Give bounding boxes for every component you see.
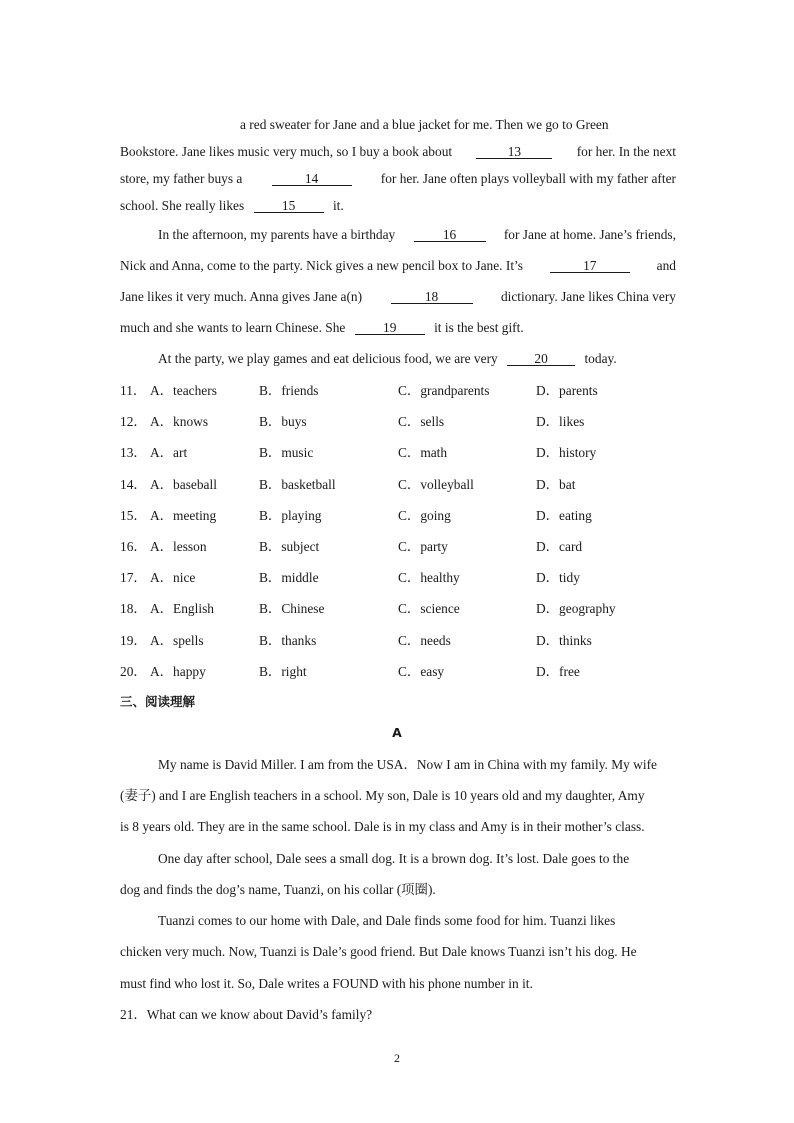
passage-text: and — [656, 258, 676, 273]
reading-line — [158, 914, 676, 927]
reading-text: is 8 years old. They are in the same school. Dale is in my class and Amy is in their mother’s class. — [120, 819, 645, 834]
blank-18[interactable]: 18 — [391, 290, 473, 304]
passage-text: store, my father buys a — [120, 171, 243, 186]
passage-line — [120, 321, 524, 335]
option-a[interactable]: A．meeting — [150, 507, 217, 523]
option-c[interactable]: C．going — [398, 507, 451, 523]
option-a[interactable]: A．knows — [150, 414, 209, 430]
option-a[interactable]: A．baseball — [150, 476, 217, 492]
blank-17[interactable]: 17 — [550, 259, 630, 273]
option-a[interactable]: A．spells — [150, 632, 204, 648]
question-number: 20． — [120, 663, 147, 679]
option-c[interactable]: C．math — [398, 445, 448, 461]
option-b[interactable]: B．middle — [259, 570, 319, 586]
option-c[interactable]: C．volleyball — [398, 476, 474, 492]
reading-text: chicken very much. Now, Tuanzi is Dale’s good friend. But Dale knows Tuanzi isn’t his dog. He — [120, 944, 637, 959]
passage-line — [120, 172, 676, 186]
option-c[interactable]: C．science — [398, 601, 460, 617]
question-21: 21．What can we know about David’s family? — [120, 1007, 373, 1022]
blank-20[interactable]: 20 — [507, 352, 575, 366]
passage-line — [120, 145, 676, 159]
blank-13[interactable]: 13 — [476, 145, 552, 159]
option-d[interactable]: D．parents — [536, 383, 598, 398]
option-c[interactable]: C．sells — [398, 414, 445, 430]
option-a[interactable]: A．teachers — [150, 383, 217, 398]
question-number: 15． — [120, 507, 147, 523]
option-c[interactable]: C．needs — [398, 632, 451, 648]
option-d[interactable]: D．free — [536, 663, 580, 679]
passage-text: for Jane at home. Jane’s friends, — [503, 227, 676, 242]
question-number: 12． — [120, 414, 147, 430]
option-d[interactable]: D．card — [536, 539, 583, 554]
blank-19[interactable]: 19 — [355, 321, 425, 335]
passage-line — [120, 199, 344, 213]
question-number: 11． — [120, 383, 147, 398]
passage-text: a red sweater for Jane and a blue jacket for me. Then we go to Green — [240, 117, 609, 132]
blank-16[interactable]: 16 — [414, 228, 486, 242]
option-a[interactable]: A．happy — [150, 663, 206, 679]
option-d[interactable]: D．thinks — [536, 632, 592, 648]
passage-text: In the afternoon, my parents have a birthday — [158, 227, 396, 242]
reading-line — [158, 758, 676, 771]
passage-line — [120, 290, 676, 304]
reading-line — [120, 883, 436, 896]
question-number: 16． — [120, 539, 147, 554]
passage-text: for her. Jane often plays volleyball with my father after — [380, 171, 676, 186]
question-number: 14． — [120, 476, 147, 492]
reading-line — [158, 852, 676, 865]
passage-text: Bookstore. Jane likes music very much, so I buy a book about — [120, 144, 453, 159]
passage-text: Jane likes it very much. Anna gives Jane a(n) — [120, 289, 363, 304]
reading-line — [120, 945, 676, 958]
blank-15[interactable]: 15 — [254, 199, 324, 213]
question-number: 17． — [120, 570, 147, 586]
reading-text: One day after school, Dale sees a small dog. It is a brown dog. It’s lost. Dale goes to the — [158, 851, 630, 866]
option-a[interactable]: A．English — [150, 601, 214, 617]
option-d[interactable]: D．eating — [536, 507, 592, 523]
passage-line — [120, 259, 676, 273]
reading-line — [120, 789, 676, 802]
passage-text: it. — [332, 198, 344, 213]
option-d[interactable]: D．bat — [536, 476, 576, 492]
option-b[interactable]: B．Chinese — [259, 601, 325, 617]
reading-text: (妻子) and I are English teachers in a school. My son, Dale is 10 years old and my daughter, Amy — [120, 788, 645, 803]
option-c[interactable]: C．party — [398, 539, 448, 554]
option-c[interactable]: C．easy — [398, 663, 445, 679]
option-c[interactable]: C．grandparents — [398, 383, 490, 398]
passage-text: Nick and Anna, come to the party. Nick gives a new pencil box to Jane. It’s — [120, 258, 523, 273]
question-number: 13． — [120, 445, 147, 461]
option-d[interactable]: D．history — [536, 445, 597, 461]
reading-text: My name is David Miller. I am from the USA．Now I am in China with my family. My wife — [158, 757, 657, 772]
reading-line — [120, 820, 645, 833]
option-a[interactable]: A．lesson — [150, 539, 207, 554]
option-c[interactable]: C．healthy — [398, 570, 460, 586]
option-b[interactable]: B．friends — [259, 383, 319, 398]
passage-line — [158, 228, 676, 242]
option-b[interactable]: B．music — [259, 445, 314, 461]
question-number: 18． — [120, 601, 147, 617]
passage-text: much and she wants to learn Chinese. She — [120, 320, 346, 335]
option-d[interactable]: D．tidy — [536, 570, 580, 586]
reading-text: Tuanzi comes to our home with Dale, and Dale finds some food for him. Tuanzi likes — [158, 913, 616, 928]
passage-label: A — [392, 725, 402, 740]
option-b[interactable]: B．right — [259, 663, 307, 679]
blank-14[interactable]: 14 — [272, 172, 352, 186]
reading-text: must find who lost it. So, Dale writes a FOUND with his phone number in it. — [120, 976, 533, 991]
page-number: 2 — [394, 1051, 400, 1065]
passage-text: today. — [584, 351, 617, 366]
passage-text: it is the best gift. — [434, 320, 524, 335]
option-a[interactable]: A．nice — [150, 570, 196, 586]
passage-line — [240, 118, 676, 131]
option-b[interactable]: B．buys — [259, 414, 307, 430]
option-b[interactable]: B．thanks — [259, 632, 317, 648]
passage-text: dictionary. Jane likes China very — [500, 289, 676, 304]
reading-line — [120, 977, 533, 990]
option-b[interactable]: B．playing — [259, 507, 322, 523]
section-heading: 三、阅读理解 — [120, 694, 196, 709]
passage-text: school. She really likes — [120, 198, 245, 213]
reading-text: dog and finds the dog’s name, Tuanzi, on his collar (项圈). — [120, 882, 436, 897]
passage-line — [158, 352, 617, 366]
option-d[interactable]: D．geography — [536, 601, 616, 617]
option-d[interactable]: D．likes — [536, 414, 585, 430]
question-number: 19． — [120, 632, 147, 648]
option-a[interactable]: A．art — [150, 445, 188, 461]
passage-text: for her. In the next — [576, 144, 676, 159]
option-b[interactable]: B．basketball — [259, 476, 336, 492]
option-b[interactable]: B．subject — [259, 539, 320, 554]
passage-text: At the party, we play games and eat delicious food, we are very — [158, 351, 498, 366]
